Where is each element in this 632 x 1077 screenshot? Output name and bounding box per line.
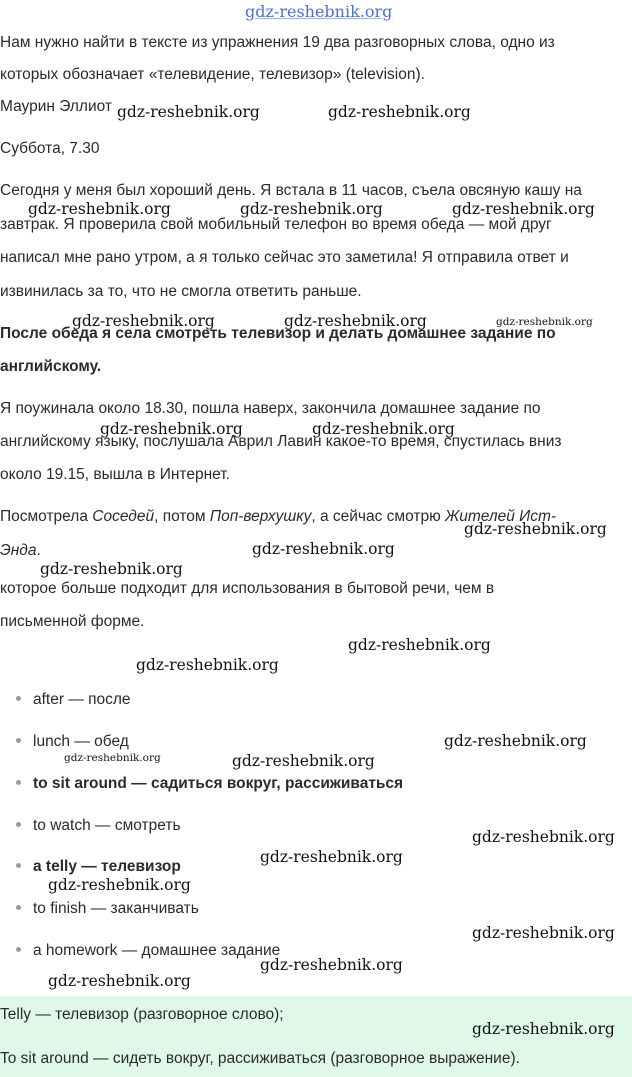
bullet-icon — [16, 780, 21, 785]
watermark: gdz-reshebnik.org — [328, 103, 471, 121]
watermark: gdz-reshebnik.org — [240, 200, 383, 218]
show-title-neighbours: Соседей — [92, 508, 155, 525]
intro-line-2: которых обозначает «телевидение, телевизор» (television). — [0, 66, 425, 83]
watermark: gdz-reshebnik.org — [64, 752, 161, 764]
bullet-icon — [16, 696, 21, 701]
vocab-item — [16, 775, 403, 793]
watermark: gdz-reshebnik.org — [252, 540, 395, 558]
watermark: gdz-reshebnik.org — [312, 420, 455, 438]
watermark: gdz-reshebnik.org — [100, 420, 243, 438]
show-title-eastenders: Жителей Ист- — [445, 508, 557, 525]
vocab-text: lunch — обед — [33, 733, 129, 750]
vocab-item — [16, 900, 199, 918]
watermark: gdz-reshebnik.org — [28, 200, 171, 218]
vocab-item — [16, 858, 181, 876]
para3-line-1: Я поужинала около 18.30, пошла наверх, закончила домашнее задание по — [0, 400, 541, 417]
para4-text: . — [36, 542, 41, 559]
vocab-text: to watch — смотреть — [33, 817, 181, 834]
vocab-text: to finish — заканчивать — [33, 900, 199, 917]
watermark: gdz-reshebnik.org — [464, 520, 607, 538]
watermark: gdz-reshebnik.org — [348, 636, 491, 654]
vocab-text: after — после — [33, 691, 131, 708]
watermark: gdz-reshebnik.org — [232, 752, 375, 770]
diary-date: Суббота, 7.30 — [0, 140, 100, 157]
para3-line-3: около 19.15, вышла в Интернет. — [0, 466, 230, 483]
para4-text: , потом — [154, 508, 210, 525]
summary-line-2: To sit around — сидеть вокруг, рассиживаться (разговорное выражение). — [0, 1050, 520, 1067]
watermark: gdz-reshebnik.org — [260, 956, 403, 974]
show-title-top-of-the-pops: Поп-верхушку — [209, 508, 312, 525]
para4-text: , а сейчас смотрю — [311, 508, 446, 525]
para3-line-2: английскому языку, послушала Аврил Лавин какое-то время, спустилась вниз — [0, 433, 562, 450]
watermark: gdz-reshebnik.org — [472, 828, 615, 846]
watermark: gdz-reshebnik.org — [136, 656, 279, 674]
watermark: gdz-reshebnik.org — [472, 1020, 615, 1038]
bullet-icon — [16, 947, 21, 952]
intro-line-1: Нам нужно найти в тексте из упражнения 19 два разговорных слова, одно из — [0, 34, 555, 51]
author-name: Маурин Эллиот — [0, 98, 113, 115]
bullet-icon — [16, 822, 21, 827]
para5-line-2: письменной форме. — [0, 613, 145, 630]
vocab-item — [16, 942, 280, 960]
watermark: gdz-reshebnik.org — [48, 876, 191, 894]
watermark: gdz-reshebnik.org — [260, 848, 403, 866]
para1-line-1: Сегодня у меня был хороший день. Я встала в 11 часов, съела овсяную кашу на — [0, 182, 582, 199]
watermark: gdz-reshebnik.org — [117, 103, 260, 121]
watermark: gdz-reshebnik.org — [72, 312, 215, 330]
para4-line-2 — [0, 542, 41, 560]
para4-text: Посмотрела — [0, 508, 93, 525]
summary-line-1: Telly — телевизор (разговорное слово); — [0, 1006, 284, 1023]
watermark: gdz-reshebnik.org — [284, 312, 427, 330]
para2-bold-line-1: После обеда я села смотреть телевизор и делать домашнее задание по — [0, 325, 556, 342]
vocab-item — [16, 733, 129, 751]
para1-line-2: завтрак. Я проверила свой мобильный телефон во время обеда — мой друг — [0, 216, 552, 233]
watermark: gdz-reshebnik.org — [496, 316, 593, 328]
para1-line-4: извинилась за то, что не смогла ответить раньше. — [0, 283, 362, 300]
vocab-item — [16, 817, 181, 835]
vocab-text: a telly — телевизор — [33, 858, 181, 875]
watermark: gdz-reshebnik.org — [40, 560, 183, 578]
bullet-icon — [16, 738, 21, 743]
watermark: gdz-reshebnik.org — [444, 732, 587, 750]
watermark: gdz-reshebnik.org — [452, 200, 595, 218]
para2-bold-line-2: английскому. — [0, 358, 102, 375]
show-title-eastenders-end: Энда — [0, 542, 37, 559]
para1-line-3: написал мне рано утром, а я только сейчас это заметила! Я отправила ответ и — [0, 249, 569, 266]
vocab-text: to sit around — садиться вокруг, рассиживаться — [33, 775, 404, 792]
header-watermark-link[interactable]: gdz-reshebnik.org — [245, 2, 393, 21]
watermark: gdz-reshebnik.org — [48, 972, 191, 990]
watermark: gdz-reshebnik.org — [472, 924, 615, 942]
vocab-text: a homework — домашнее задание — [33, 942, 281, 959]
vocab-item — [16, 691, 131, 709]
bullet-icon — [16, 863, 21, 868]
bullet-icon — [16, 905, 21, 910]
para5-line-1: которое больше подходит для использования в бытовой речи, чем в — [0, 580, 495, 597]
